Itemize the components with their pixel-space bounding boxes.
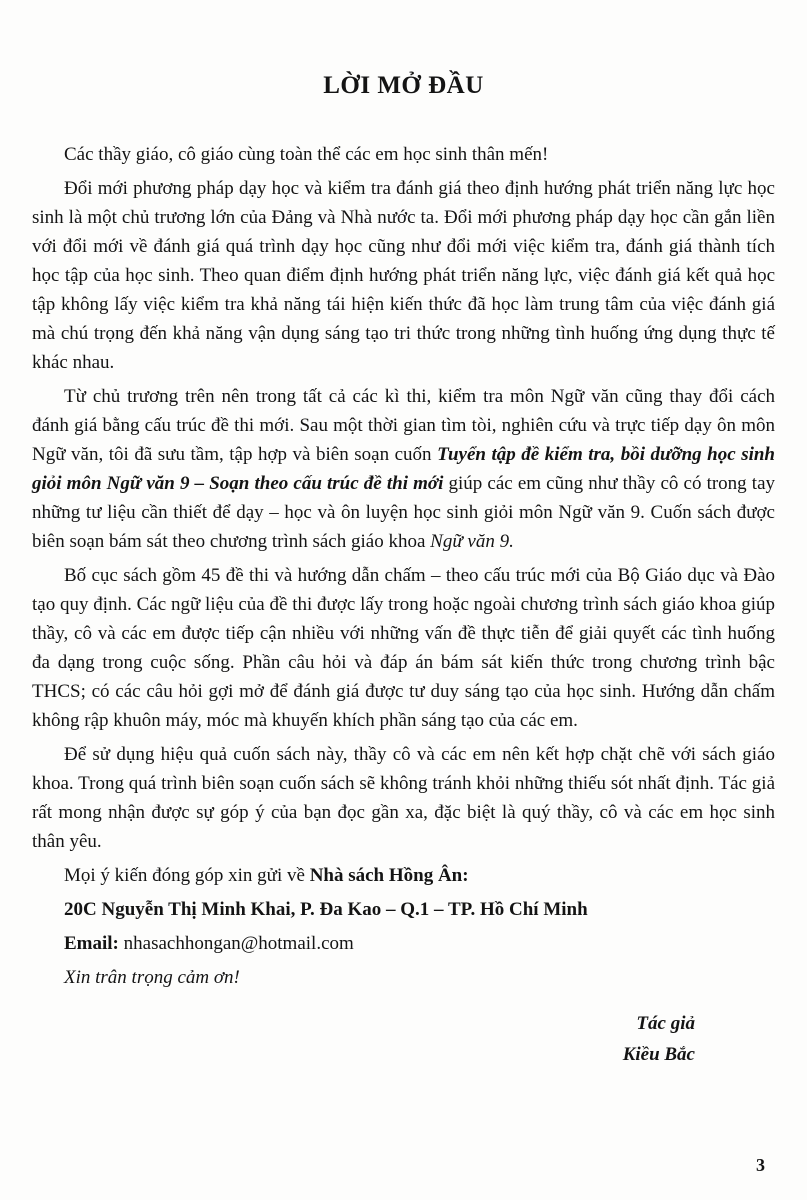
paragraph-greeting [32, 140, 775, 169]
text-segment: Tuyển tập đề kiểm tra, bồi dưỡng học sinh giỏi môn Ngữ văn 9 – Soạn theo cấu trúc đề thi mới [32, 444, 775, 494]
text-segment: Mọi ý kiến đóng góp xin gửi về [64, 865, 310, 886]
text-segment: Nhà sách Hồng Ân: [309, 865, 469, 886]
text-segment: Ngữ văn 9. [430, 531, 514, 552]
text-segment: Từ chủ trương trên nên trong tất cả các kì thi, kiểm tra môn Ngữ văn cũng thay đổi cách đánh giá bằng cấu trúc đề thi mới. Sau một thời gian tìm tòi, nghiên cứu và trực tiếp dạy ôn môn Ngữ văn, tôi đã sưu tầm, tập hợp và biên soạn cuốn [32, 386, 775, 465]
paragraph-structure [32, 561, 775, 735]
text-segment: nhasachhongan@hotmail.com [118, 933, 354, 954]
text-segment: Xin trân trọng cảm ơn! [64, 967, 240, 988]
text-segment: Bố cục sách gồm 45 đề thi và hướng dẫn chấm – theo cấu trúc mới của Bộ Giáo dục và Đào tạo quy định. Các ngữ liệu của đề thi được lấy trong hoặc ngoài chương trình sách giáo khoa giúp thầy, cô và các em được tiếp cận nhiều với những vấn đề thực tiễn để giải quyết các tình huống đa dạng trong cuộc sống. Phần câu hỏi và đáp án bám sát kiến thức trong chương trình bậc THCS; có các câu hỏi gợi mở để đánh giá được tư duy sáng tạo của học sinh. Hướng dẫn chấm không rập khuôn máy, móc mà khuyến khích phần sáng tạo của các em. [32, 565, 775, 731]
text-segment: Đổi mới phương pháp dạy học và kiểm tra đánh giá theo định hướng phát triển năng lực học sinh là một chủ trương lớn của Đảng và Nhà nước ta. Đổi mới phương pháp dạy học cần gắn liền với đổi mới về đánh giá quá trình dạy học cũng như đổi mới việc kiểm tra, đánh giá thành tích học tập của học sinh. Theo quan điểm định hướng phát triển năng lực, việc đánh giá kết quả học tập không lấy việc kiểm tra khả năng tái hiện kiến thức đã học làm trung tâm của việc đánh giá mà chú trọng đến khả năng vận dụng sáng tạo tri thức trong những tình huống ứng dụng thực tế khác nhau. [32, 178, 775, 373]
text-segment: Email: [64, 933, 119, 954]
text-segment: Để sử dụng hiệu quả cuốn sách này, thầy cô và các em nên kết hợp chặt chẽ với sách giáo khoa. Trong quá trình biên soạn cuốn sách sẽ không tránh khỏi những thiếu sót nhất định. Tác giả rất mong nhận được sự góp ý của bạn đọc gần xa, đặc biệt là quý thầy, cô và các em học sinh thân yêu. [32, 744, 775, 852]
paragraph-usage [32, 740, 775, 856]
paragraph-feedback [32, 861, 775, 890]
signature-name: Kiều Bắc [622, 1044, 695, 1065]
page-number: 3 [756, 1155, 765, 1175]
paragraph-innovation [32, 174, 775, 377]
paragraph-address [32, 895, 775, 924]
body-paragraphs [32, 140, 775, 992]
text-segment: 20C Nguyễn Thị Minh Khai, P. Đa Kao – Q.1 – TP. Hồ Chí Minh [64, 899, 588, 920]
signature-block [32, 1008, 775, 1070]
paragraph-book-intro [32, 382, 775, 556]
paragraph-email [32, 929, 775, 958]
text-segment: giúp các em cũng như thầy cô có trong tay những tư liệu cần thiết để dạy – học và ôn luyện học sinh giỏi môn Ngữ văn 9. Cuốn sách được biên soạn bám sát theo chương trình sách giáo khoa [32, 473, 776, 552]
page-title: LỜI MỞ ĐẦU [323, 72, 484, 99]
text-segment: Các thầy giáo, cô giáo cùng toàn thể các em học sinh thân mến! [64, 144, 549, 165]
paragraph-thanks [32, 963, 775, 992]
signature-role: Tác giả [636, 1013, 695, 1034]
